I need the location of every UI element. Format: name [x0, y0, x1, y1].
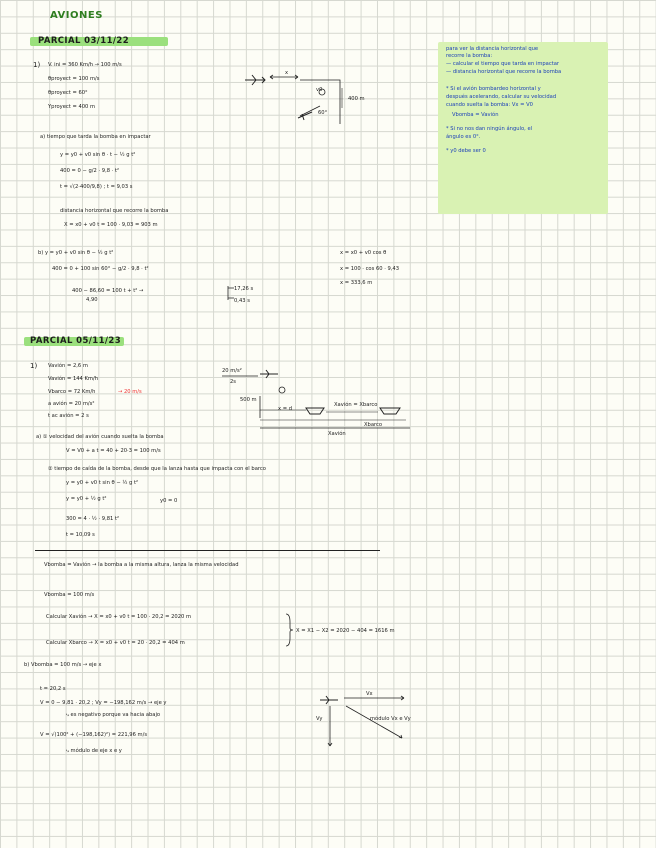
airplane-icon [245, 75, 265, 85]
s1-diag-v0: v0 [316, 87, 323, 93]
s1-qa-line-2: t = √(2·400/9,8) ; t = 9,03 s [60, 184, 133, 190]
note-line-6: después acelerando, calcular su velocidad [446, 94, 557, 100]
ship-icon [380, 408, 400, 414]
s2-calc-2: Calcular Xbarco → X = x0 + v0 t = 20 · 20,2 = 404 m [46, 640, 185, 646]
s2-qa-eq: V = V0 + a t = 40 + 20·3 = 100 m/s [66, 448, 161, 454]
note-line-10: ángulo es 0°. [446, 134, 481, 140]
airplane-icon [260, 370, 278, 378]
section2-header: PARCIAL 05/11/23 [30, 336, 122, 346]
s2-after-0: Vbomba = Vavión → la bomba a la misma altura, lanza la misma velocidad [44, 562, 239, 568]
s2-qb-line-1: y = y0 + ½ g t² [66, 496, 107, 502]
s1-qb-right-1: x = 100 · cos 60 · 9,43 [340, 266, 400, 272]
s1-qa-line-0: y = y0 + v0 sin θ · t − ½ g t² [60, 152, 136, 158]
s2-calc-right: X = X1 − X2 = 2020 − 404 = 1616 m [296, 628, 395, 634]
s2-diag-d1: x = d [278, 406, 293, 412]
note-line-5: * Si el avión bombardeo horizontal y [446, 86, 541, 92]
s1-qb-line-2: 4,90 [86, 297, 98, 303]
s2-qb-line-2: y0 = 0 [160, 498, 178, 504]
note-line-3: — calcular el tiempo que tarda en impactar [446, 61, 560, 67]
s1-qb-result-0: 17,26 s [234, 286, 254, 292]
divider-line [35, 550, 380, 551]
s2-b-line-1: V = 0 − 9,81 · 20,2 ; Vy = −198,162 m/s → eje y [40, 700, 167, 706]
airplane-icon [320, 696, 338, 704]
s2-b-line-3: V = √(100² + (−198,162)²) = 221,96 m/s [40, 732, 148, 738]
s1-qa-dist-eq: X = x0 + v0 t = 100 · 9,03 = 903 m [64, 222, 158, 228]
note-line-4: — distancia horizontal que recorre la bomba [446, 69, 562, 75]
s2-qb-line-3: 300 = 4 · ½ · 9,81 t² [66, 516, 120, 522]
s1-qa-line-1: 400 = 0 − g/2 · 9,8 · t² [60, 168, 120, 174]
s2-diag-d2: Xavión = Xbarco [334, 402, 378, 408]
s1-number: 1) [33, 61, 41, 69]
s1-qa: a) tiempo que tarda la bomba en impactar [40, 134, 151, 140]
s1-qb-right-0: x = x0 + v0 cos θ [340, 250, 387, 256]
s2-given-0: Vavión = 2,6 m [48, 363, 88, 369]
s2-b-line-0: t = 20,2 s [40, 686, 66, 692]
s1-diag-height: 400 m [348, 96, 365, 102]
s2-given-1: Vavión = 144 Km/h [48, 376, 98, 382]
s1-diag-x: x [285, 70, 289, 76]
s1-qa-dist: distancia horizontal que recorre la bomba [60, 208, 169, 214]
s2-diag-vx: Vx [366, 691, 373, 697]
s1-qb-line-0: 400 = 0 + 100 sin 60° − g/2 · 9,8 · t² [52, 266, 149, 272]
s1-diag-angle: 60° [318, 110, 328, 116]
s2-qb-line-0: y = y0 + v0 t sin θ − ½ g t² [66, 480, 139, 486]
note-line-8: Vbomba = Vavión [452, 112, 499, 118]
s1-given-2: θproyect = 60° [48, 90, 88, 96]
s1-qb-line-1: 400 − 86,60 = 100 t + t² → [72, 288, 144, 294]
s2-given-3: a avión = 20 m/s² [48, 401, 95, 407]
sticky-note [438, 42, 608, 214]
s2-after-1: Vbomba = 100 m/s [44, 592, 95, 598]
s2-diag-h: 500 m [240, 397, 257, 403]
s2-given-4: t ac avión = 2 s [48, 413, 89, 419]
s1-given-3: Yproyect = 400 m [48, 104, 96, 110]
s2-diag-d3: Xbarco [364, 422, 383, 428]
s2-calc-1: Calcular Xavión → X = x0 + v0 t = 100 · 20,2 = 2020 m [46, 614, 191, 620]
s1-qb-right-2: x = 333,6 m [340, 280, 373, 286]
s1-qb: b) y = y0 + v0 sin θ − ½ g t² [38, 250, 114, 256]
s2-qb: ② tiempo de caída de la bomba, desde que la lanza hasta que impacta con el barco [48, 466, 266, 472]
s2-diag-top: 20 m/s² [222, 368, 242, 374]
page-title: AVIONES [50, 10, 103, 21]
s2-b-head: b) Vbomba = 100 m/s → eje x [24, 662, 102, 668]
s2-b-line-2: ⤷ es negativo porque va hacia abajo [66, 712, 161, 718]
s2-b-line-4: ⤷ módulo de eje x e y [66, 748, 122, 754]
ship-icon [306, 408, 324, 414]
s2-diag-mod: módulo Vx e Vy [370, 716, 411, 722]
s2-diag-vy: Vy [316, 716, 323, 722]
note-line-9: * Si no nos dan ningún ángulo, el [446, 126, 533, 132]
s1-qb-result-1: 0,43 s [234, 298, 250, 304]
s1-given-1: θproyect = 100 m/s [48, 76, 100, 82]
note-line-11: * y0 debe ser 0 [446, 148, 486, 154]
note-line-1: para ver la distancia horizontal que [446, 46, 539, 52]
s2-diag-top2: 2s [230, 379, 237, 385]
s2-number: 1) [30, 362, 38, 370]
s2-red-note: → 20 m/s [118, 389, 142, 395]
s1-given-0: V. ini = 360 Km/h → 100 m/s [48, 62, 122, 68]
s2-diag-d4: Xavión [328, 431, 346, 437]
s2-calc-brace [284, 612, 294, 648]
section1-header: PARCIAL 03/11/22 [38, 36, 130, 46]
note-line-2: recorre la bomba: [446, 53, 493, 59]
s2-given-2: Vbarco = 72 Km/h [48, 389, 96, 395]
s1-diagram [240, 60, 360, 130]
note-line-7: cuando suelta la bomba: Vx = V0 [446, 102, 533, 108]
s2-qb-line-4: t = 10,09 s [66, 532, 95, 538]
s2-qa: a) ① velocidad del avión cuando suelta la bomba [36, 434, 164, 440]
